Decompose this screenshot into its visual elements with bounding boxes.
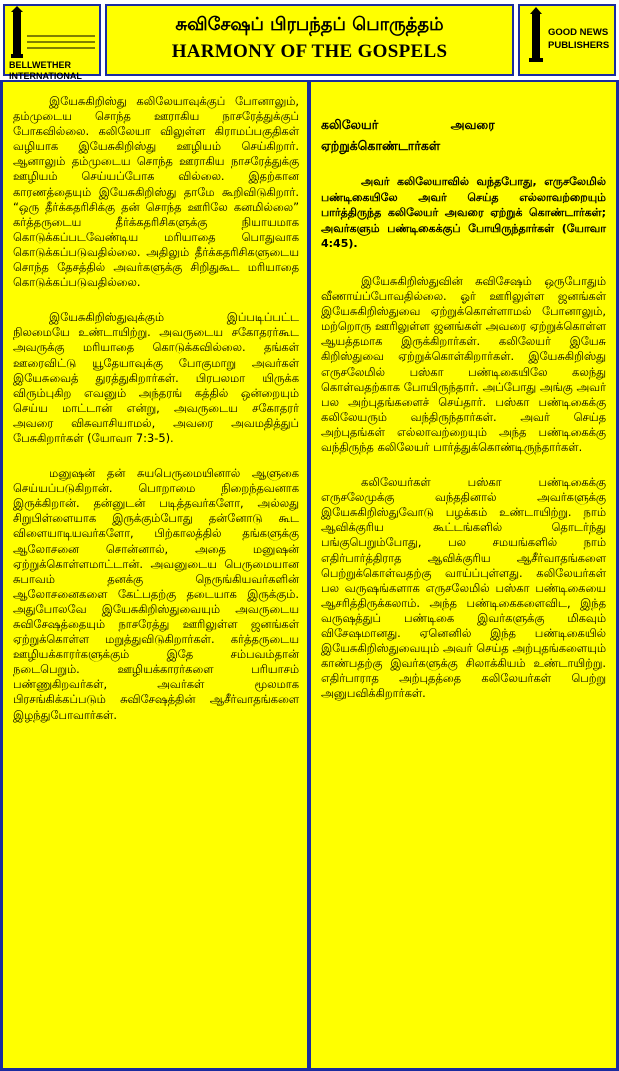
left-paragraph-3: மனுஷன் தன் சுயபெருமையினால் ஆளுகை செய்யப்படுகிறான். பொறாமை நிறைந்தவனாக இருக்கிறான். தன்னுடன் படித்தவர்களோ, அல்லது சிறுபிள்ளையாக இருக்கும்போது தன்னோடு கூட விளையாடியவர்களோ, பிற்காலத்தில் தங்களுக்கு ஆலோசனை சொன்னால், அதை மனுஷன் ஏற்றுக்கொள்ளமாட்டான். அவனுடைய பெருமையான சுபாவம் தனக்கு நெருங்கியவர்களின் ஆலோசனைகளை கேட்பதற்கு தடையாக இருக்கும். அதுபோலவே இயேசுகிறிஸ்துவையும் அவருடைய சுவிசேஷத்தையும் நாசரேத்து ஊரிலுள்ள ஜனங்கள் ஏற்றுக்கொள்ள மறுத்துவிடுகிறார்கள். கர்த்தருடைய ஊழியக்காரர்களுக்கும் இதே சம்பவம்தான் நடைபெறும். ஊழியக்காரர்களை பரியாசம் பண்ணுகிறவர்கள், அவர்கள் மூலமாக பிரசங்கிக்கப்படும் சுவிசேஷத்தின் ஆசீர்வாதங்களை இழந்துபோவார்கள். — [13, 466, 299, 722]
right-paragraph-1: இயேசுகிறிஸ்துவின் சுவிசேஷம் ஒருபோதும் வீணாய்ப்போவதில்லை. ஓர் ஊரிலுள்ள ஜனங்கள் இயேசுகிறிஸ்துவை ஏற்றுக்கொள்ளாமல் போனாலும், மற்றொரு ஊரிலுள்ள ஜனங்கள் அவரை ஏற்றுக்கொள்ள ஆயத்தமாக இருக்கிறார்கள். கலிலேயர் இயேசு கிறிஸ்துவை ஏற்றுக்கொள்கிறார்கள். இயேசுகிறிஸ்து எருசலேமில் பஸ்கா பண்டிகையிலே கலந்து கொள்வதற்காக போயிருந்தார். அப்போது அங்கு அவர் பல அற்புதங்களைச் செய்தார். பஸ்கா பண்டிகைக்கு கலிலேயரும் வந்திருந்தார்கள். அவர் செய்த அற்புதங்கள் எல்லாவற்றையும் அந்த பண்டிகைக்கு வந்திருந்த கலிலேயர் பார்த்துக்கொண்டிருந்தார்கள். — [321, 273, 606, 454]
right-paragraph-2: கலிலேயர்கள் பஸ்கா பண்டிகைக்கு எருசலேமுக்கு வந்ததினால் அவர்களுக்கு இயேசுகிறிஸ்துவோடு பழக்கம் உண்டாயிற்று. நாம் ஆவிக்குரிய கூட்டங்களில் தொடர்ந்து பங்குபெறும்போது, பல சமயங்களில் நாம் எதிர்பார்த்திராத ஆவிக்குரிய ஆசீர்வாதங்களை பெற்றுக்கொள்வதற்கு வாய்ப்புள்ளது. கலிலேயர்கள் பல வருஷங்களாக எருசலேமில் பஸ்கா பண்டிகையை ஆசரித்திருக்கலாம். அந்த பண்டிகைகளைவிட, இந்த வருஷத்துப் பண்டிகை இவர்களுக்கு மிகவும் விசேஷமானது. ஏனெனில் இந்த பண்டிகையில் இயேசுகிறிஸ்துவையும் அவர் செய்த அற்புதங்களையும் காண்பதற்கு இவர்களுக்கு சிலாக்கியம் உண்டாயிற்று. எதிர்பாராத அற்புதத்தை கலிலேயர்கள் பெற்று அனுபவிக்கிறார்கள். — [321, 475, 606, 701]
right-column — [311, 82, 616, 1068]
left-column — [3, 82, 307, 1068]
right-logo-line2: PUBLISHERS — [548, 40, 610, 51]
title-tamil: சுவிசேஷப் பிரபந்தப் பொருத்தம் — [175, 14, 444, 35]
section-title — [321, 114, 606, 156]
left-logo-line1: BELLWETHER — [9, 60, 71, 70]
left-logo-line2: INTERNATIONAL — [9, 71, 82, 81]
title-banner — [105, 4, 514, 76]
page-header — [0, 0, 619, 80]
left-paragraph-2: இயேசுகிறிஸ்துவுக்கும் இப்படிப்பட்ட நிலமையே உண்டாயிற்று. அவருடைய சகோதரர்கூட அவருக்கு மரியாதை கொடுக்கவில்லை. தங்கள் ஊரைவிட்டு யூதேயாவுக்கு போகுமாறு அவர்கள் இயேசுவைத் துரத்துகிறார்கள். பிரபலமா யிருக்க விரும்புகிற எவனும் அந்தரங் கத்தில் ஒன்றையும் செய்ய மாட்டான் என்று, அவருடைய சகோதரர் அவரை விசுவாசியாமல், அவரை அவமதித்துப் பேசுகிறார்கள் (யோவா 7:3-5). — [13, 310, 299, 445]
bellwether-logo — [3, 4, 101, 81]
good-news-logo — [518, 4, 616, 76]
right-logo-line1: GOOD NEWS — [548, 27, 609, 38]
title-english: HARMONY OF THE GOSPELS — [171, 41, 448, 62]
scripture-verse: அவர் கலிலேயாவில் வந்தபோது, எருசலேமில் பண்டிகையிலே அவர் செய்த எல்லாவற்றையும் பார்த்திருந்த கலிலேயர் அவரை ஏற்றுக் கொண்டார்கள்; அவர்களும் பண்டிகைக்குப் போயிருந்தார்கள் (யோவா 4:45). — [321, 175, 606, 251]
section-title-line1: கலிலேயர் அவரை — [321, 117, 495, 132]
section-title-line2: ஏற்றுக்கொண்டார்கள் — [321, 138, 441, 153]
left-paragraph-1: இயேசுகிறிஸ்து கலிலேயாவுக்குப் போனாலும், தம்முடைய சொந்த ஊராகிய நாசரேத்துக்குப் போகவில்லை. கலிலேயா விலுள்ள கிராமப்பகுதிகள் வழியாக இயேசுகிறிஸ்து ஊழியம் செய்கிறார். ஆனாலும் தம்முடைய சொந்த ஊராகிய நாசரேத்துக்கு ஊழியம் செய்யப்போக வில்லை. இதற்கான காரணத்தையும் இயேசுகிறிஸ்து தாமே கூறிவிடுகிறார். “ஒரு தீர்க்கதரிசிக்கு தன் சொந்த ஊரிலே கனமில்லை” கர்த்தருடைய தீர்க்கதரிசிகளுக்கு நியாயமாக கொடுக்கப்படவேண்டிய மரியாதை பொதுவாக கொடுக்கப்படுவதில்லை. அதிலும் தீர்க்கதரிசிகளுடைய சொந்த தேசத்தில் அவர்களுக்கு சிறிதுகூட மரியாதை கொடுக்கப்படுவதில்லை. — [13, 94, 299, 290]
